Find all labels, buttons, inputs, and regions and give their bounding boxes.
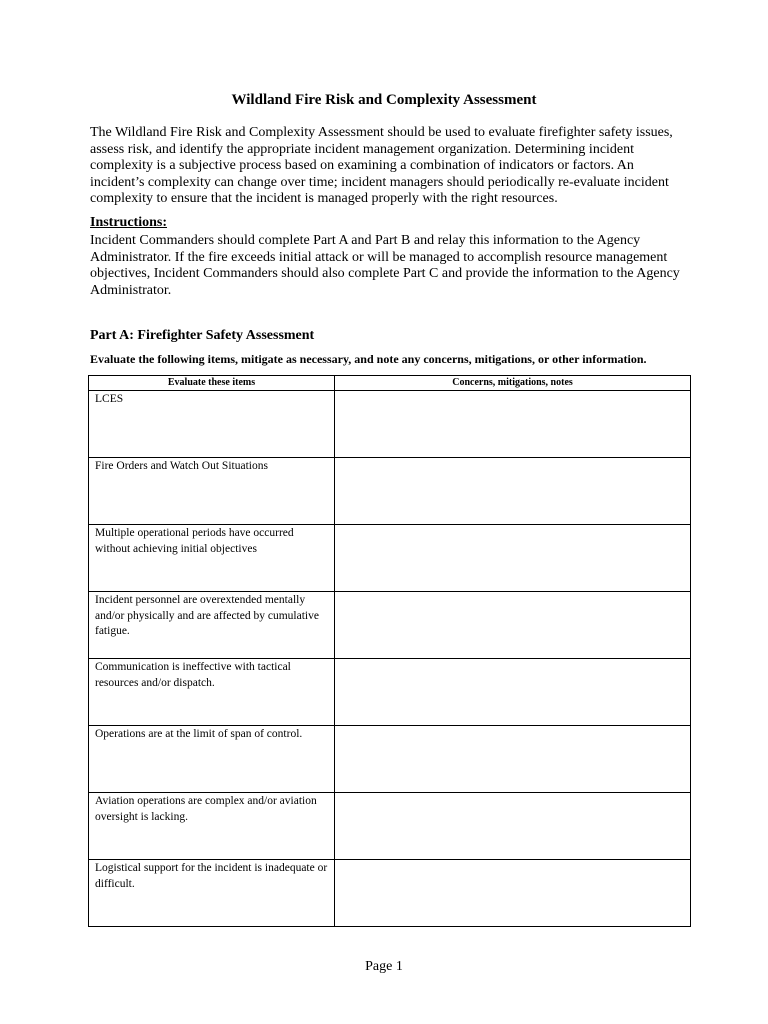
part-a-heading: Part A: Firefighter Safety Assessment [90,328,315,343]
notes-cell[interactable] [335,659,691,726]
instructions-heading: Instructions: [90,215,168,230]
table-row [89,726,691,793]
table-row [89,458,691,525]
notes-cell[interactable] [335,860,691,927]
notes-cell[interactable] [335,793,691,860]
notes-cell[interactable] [335,592,691,659]
notes-cell[interactable] [335,525,691,592]
item-cell: Fire Orders and Watch Out Situations [89,458,335,525]
table-row [89,860,691,927]
part-a-subheading: Evaluate the following items, mitigate as necessary, and note any concerns, mitigations, or other information. [90,352,647,366]
table-row [89,793,691,860]
notes-cell[interactable] [335,391,691,458]
table-row [89,525,691,592]
table-row [89,659,691,726]
document-title: Wildland Fire Risk and Complexity Assessment [231,92,537,108]
notes-cell[interactable] [335,458,691,525]
item-cell: LCES [89,391,335,458]
notes-cell[interactable] [335,726,691,793]
table-row [89,592,691,659]
table-header-row [89,376,691,391]
instructions-paragraph: Incident Commanders should complete Part A and Part B and relay this information to the Agency Administrator. If the fire exceeds initial attack or will be managed to accomplish resource management objectives, Incident Commanders should also complete Part C and provide the information to the Agency Administrator. [90,233,680,298]
page-number: Page 1 [365,959,403,974]
item-cell: Aviation operations are complex and/or aviation oversight is lacking. [89,793,335,860]
column-header-notes: Concerns, mitigations, notes [335,376,691,391]
item-cell: Logistical support for the incident is inadequate or difficult. [89,860,335,927]
item-cell: Multiple operational periods have occurred without achieving initial objectives [89,525,335,592]
item-cell: Operations are at the limit of span of control. [89,726,335,793]
column-header-items: Evaluate these items [89,376,335,391]
intro-paragraph: The Wildland Fire Risk and Complexity Assessment should be used to evaluate firefighter safety issues, assess risk, and identify the appropriate incident management organization. Determining incident complexity is a subjective process based on examining a combination of indicators or factors. An incident’s complexity can change over time; incident managers should periodically re-evaluate incident complexity to ensure that the incident is managed properly with the right resources. [90,125,673,207]
item-cell: Incident personnel are overextended mentally and/or physically and are affected by cumulative fatigue. [89,592,335,659]
table-row [89,391,691,458]
item-cell: Communication is ineffective with tactical resources and/or dispatch. [89,659,335,726]
safety-assessment-table [88,375,691,927]
